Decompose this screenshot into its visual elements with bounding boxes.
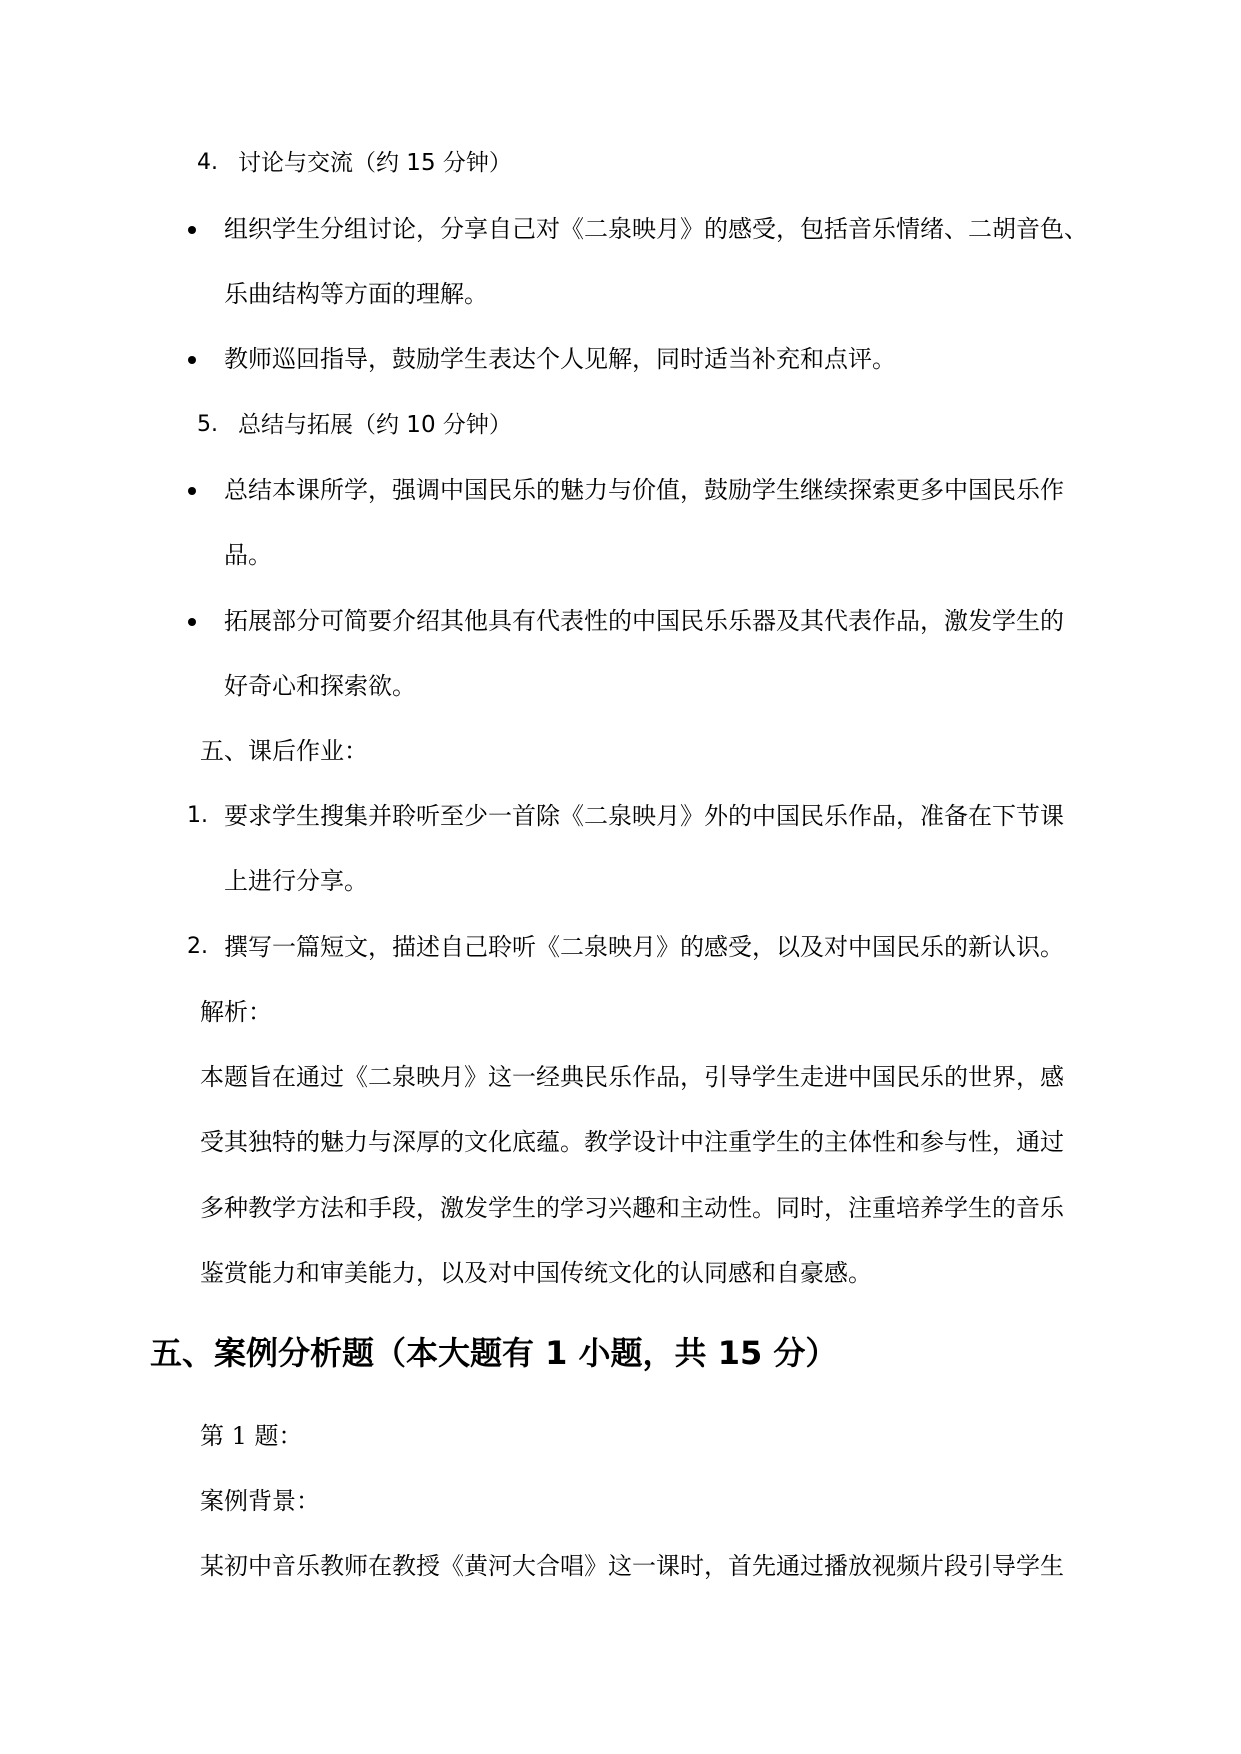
bullet-icon [188, 487, 196, 495]
analysis-text: 多种教学方法和手段，激发学生的学习兴趣和主动性。同时，注重培养学生的音乐 [200, 1194, 1064, 1222]
case-background-label: 案例背景： [200, 1487, 320, 1515]
bullet-icon [188, 356, 196, 364]
bullet-text-continued: 品。 [224, 541, 272, 569]
section-number: 5. [197, 412, 218, 437]
section-heading: 五、案例分析题（本大题有 1 小题，共 15 分） [150, 1334, 838, 1372]
section-title: 总结与拓展（约 10 分钟） [238, 412, 512, 438]
homework-title: 五、课后作业： [200, 737, 368, 765]
bullet-text: 总结本课所学，强调中国民乐的魅力与价值，鼓励学生继续探索更多中国民乐作 [224, 476, 1064, 504]
bullet-icon [188, 226, 196, 234]
analysis-label: 解析： [200, 998, 272, 1026]
bullet-text: 组织学生分组讨论，分享自己对《二泉映月》的感受，包括音乐情绪、二胡音色、 [224, 215, 1088, 243]
bullet-text-continued: 好奇心和探索欲。 [224, 672, 416, 700]
analysis-text: 受其独特的魅力与深厚的文化底蕴。教学设计中注重学生的主体性和参与性，通过 [200, 1128, 1064, 1156]
section-number: 4. [197, 150, 218, 175]
bullet-text: 教师巡回指导，鼓励学生表达个人见解，同时适当补充和点评。 [224, 345, 896, 373]
bullet-icon [188, 618, 196, 626]
item-number: 2. [187, 934, 208, 959]
analysis-text: 本题旨在通过《二泉映月》这一经典民乐作品，引导学生走进中国民乐的世界，感 [200, 1063, 1064, 1091]
case-background-text: 某初中音乐教师在教授《黄河大合唱》这一课时，首先通过播放视频片段引导学生 [200, 1552, 1064, 1580]
homework-item-text: 撰写一篇短文，描述自己聆听《二泉映月》的感受，以及对中国民乐的新认识。 [224, 933, 1064, 961]
bullet-text: 拓展部分可简要介绍其他具有代表性的中国民乐乐器及其代表作品，激发学生的 [224, 607, 1064, 635]
item-number: 1. [187, 803, 208, 828]
bullet-text-continued: 乐曲结构等方面的理解。 [224, 280, 488, 308]
homework-item-text-continued: 上进行分享。 [224, 867, 368, 895]
homework-item-text: 要求学生搜集并聆听至少一首除《二泉映月》外的中国民乐作品，准备在下节课 [224, 802, 1064, 830]
analysis-text: 鉴赏能力和审美能力，以及对中国传统文化的认同感和自豪感。 [200, 1259, 872, 1287]
section-title: 讨论与交流（约 15 分钟） [238, 150, 512, 176]
question-label: 第 1 题： [200, 1422, 303, 1450]
